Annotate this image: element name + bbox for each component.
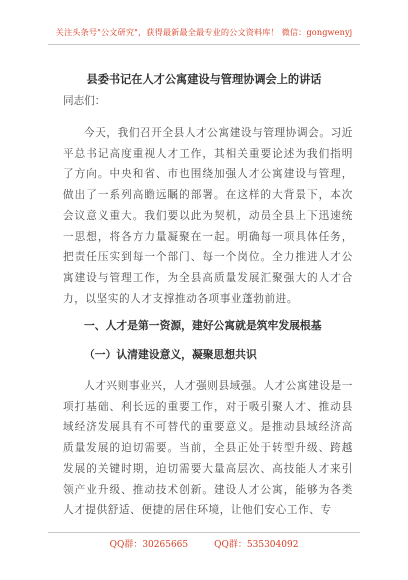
header-divider: [48, 44, 360, 45]
footer-qq-group-2: QQ群：535304092: [214, 540, 299, 550]
salutation: 同志们：: [63, 95, 106, 107]
header-promo-note: 关注头条号"公文研究"，获得最新最全最专业的公文资料库！ 微信：gongwenyj: [55, 27, 353, 37]
section-heading-1: 一、人才是第一资源，建好公寓就是筑牢发展根基: [84, 319, 322, 332]
footer: [0, 537, 408, 550]
document-title: 县委书记在人才公寓建设与管理协调会上的讲话: [86, 72, 322, 86]
footer-divider: [48, 532, 360, 533]
subsection-heading-1: （一）认清建设意义，凝聚思想共识: [84, 348, 257, 361]
footer-qq-group-1: QQ群：30265665: [109, 540, 189, 550]
paragraph-2: 人才兴则事业兴，人才强则县域强。人才公寓建设是一项打基础、利长远的重要工作，对于吸引聚人才、推动县域经济发展具有不可替代的重要意义。是推动县域经济高质量发展的迫切需要。当前，全县正处于转型升级、跨越发展的关键时期，迫切需要大量高层次、高技能人才来引领产业升级、推动技术创新。建设人才公寓，能够为各类人才提供舒适、便捷的居住环境，让他们安心工作、专: [63, 380, 353, 517]
paragraph-1: 今天，我们召开全县人才公寓建设与管理协调会。习近平总书记高度重视人才工作，其相关重要论述为我们指明了方向。中央和省、市也围绕加强人才公寓建设与管理，做出了一系列高瞻远瞩的部署。在这样的大背景下，本次会议意义重大。我们要以此为契机，动员全县上下迅速统一思想，将各方力量凝聚在一起。明确每一项具体任务，把责任压实到每一个部门、每一个岗位。全力推进人才公寓建设与管理工作，为全县高质量发展汇聚强大的人才合力，以坚实的人才支撑推动各项事业蓬勃前进。: [63, 127, 353, 305]
